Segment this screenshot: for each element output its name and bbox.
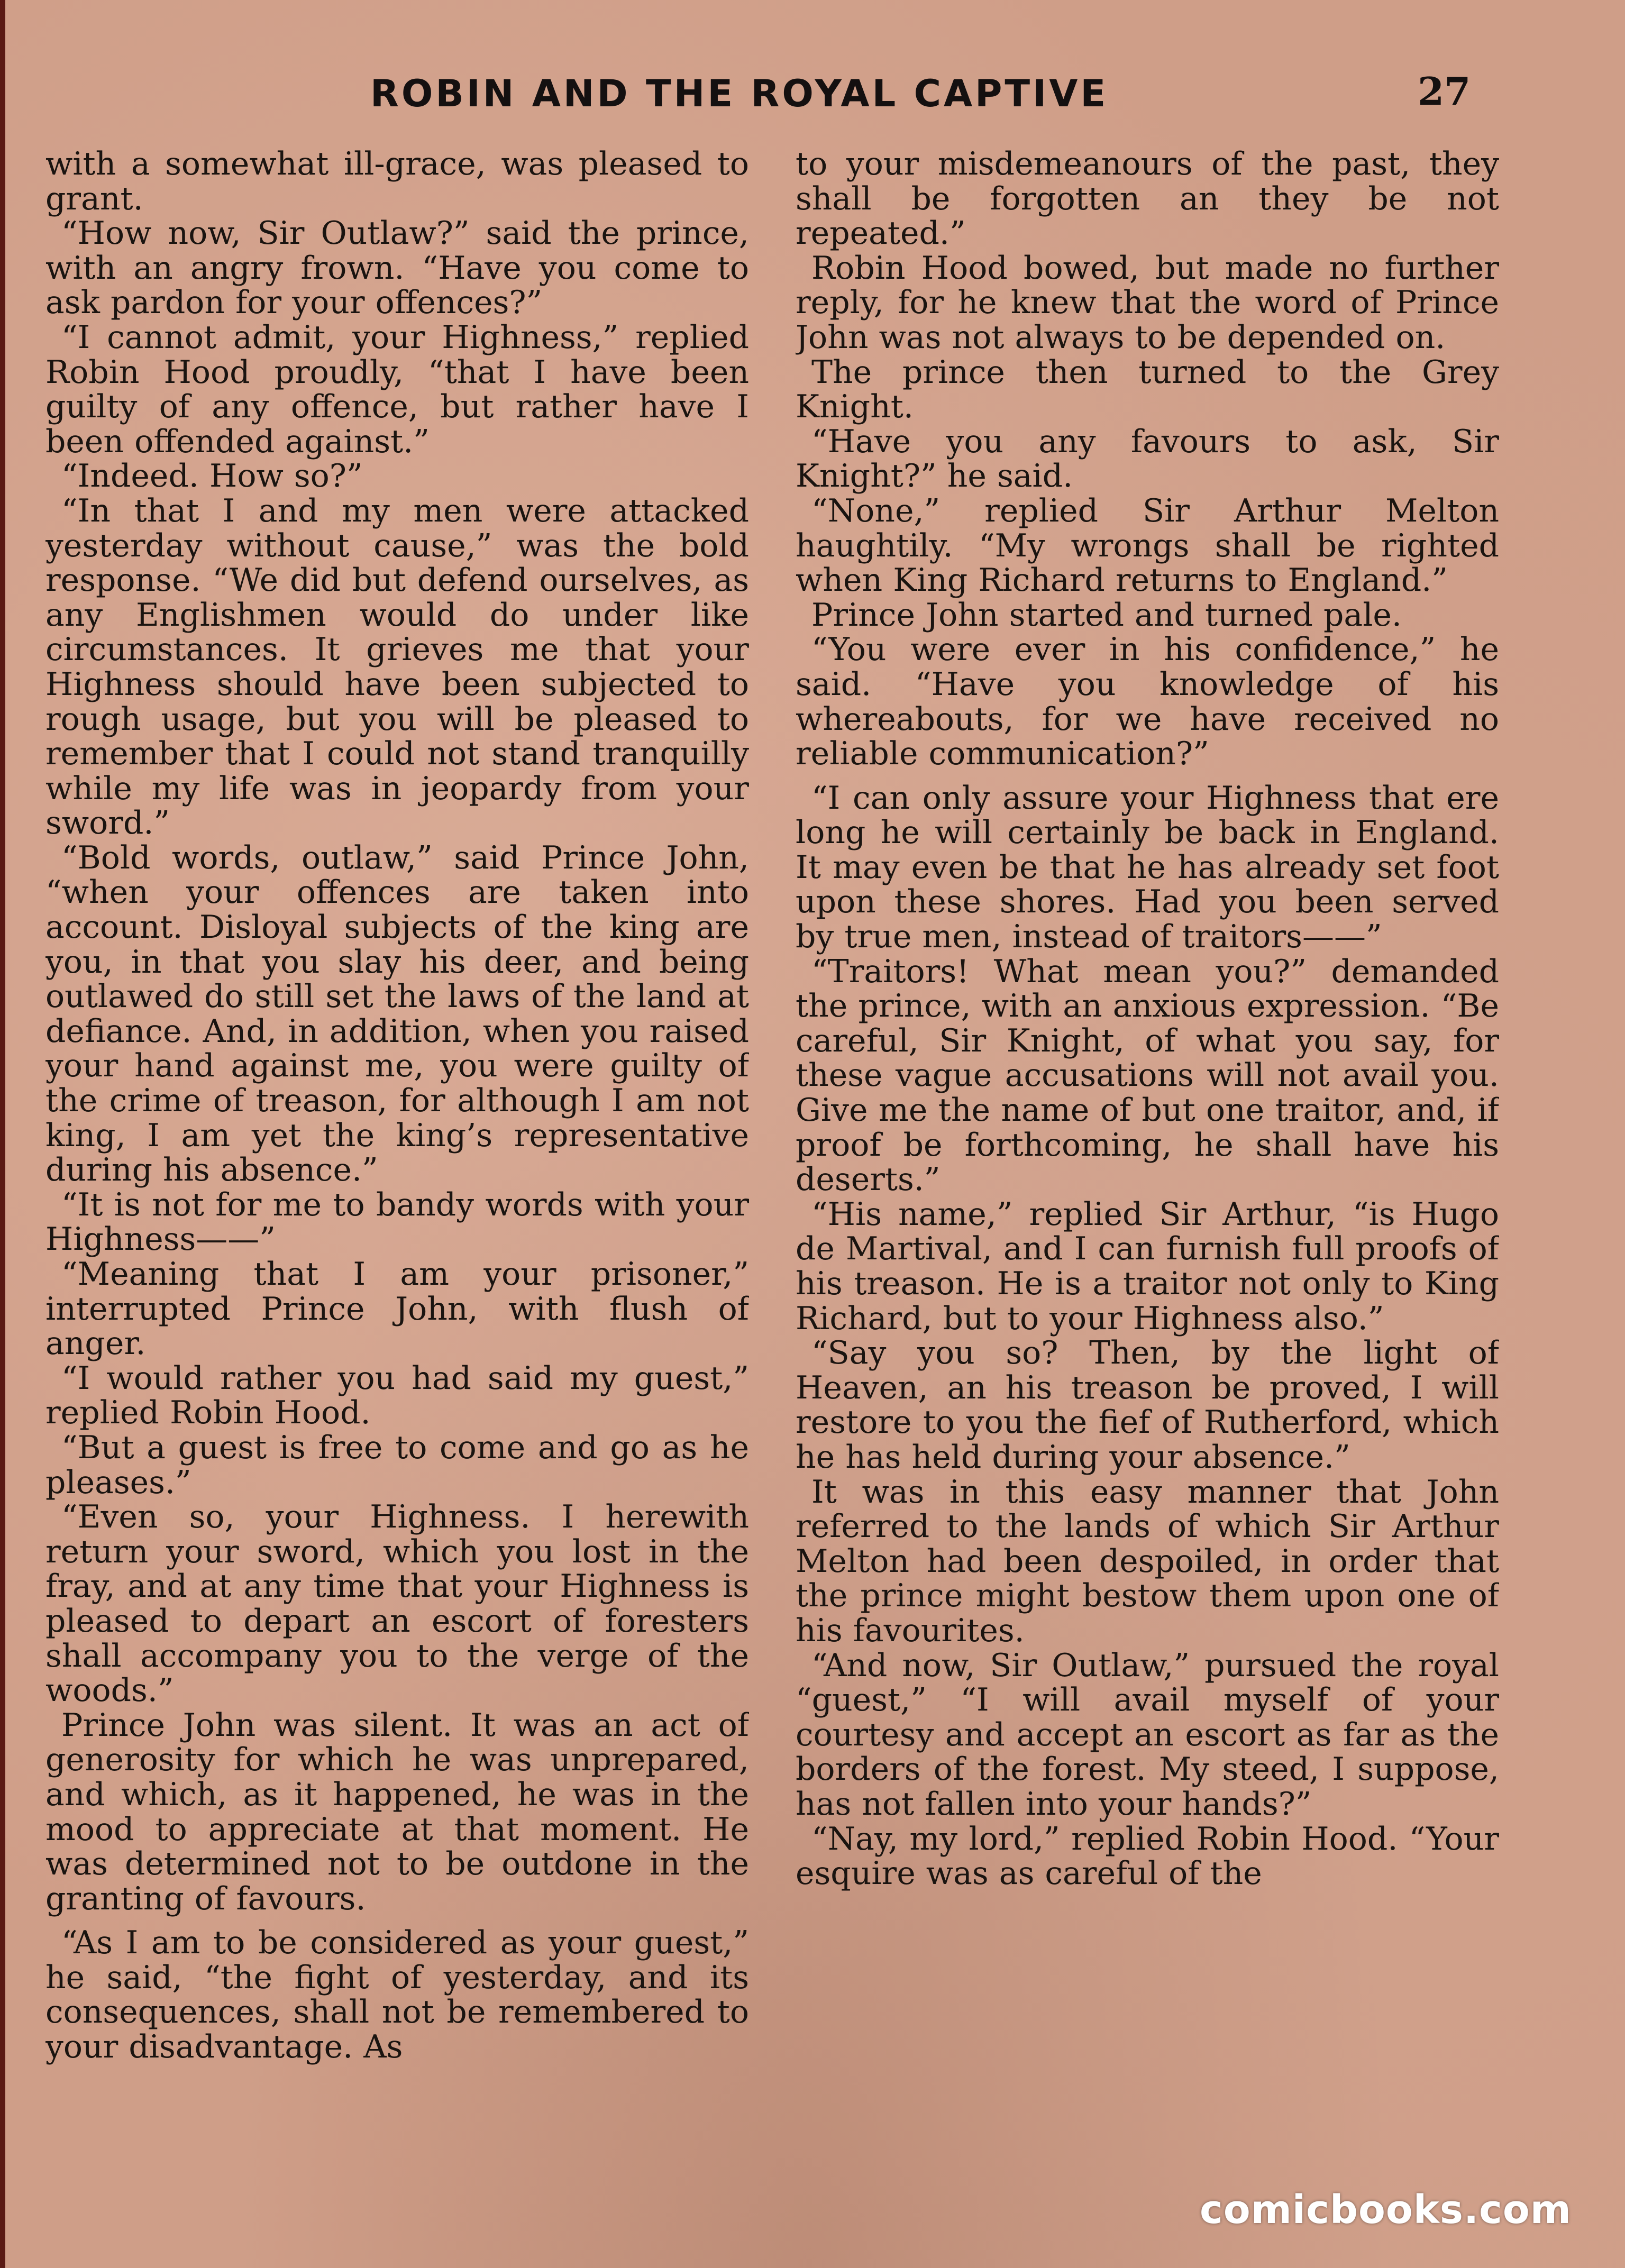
paragraph: “Meaning that I am your prisoner,” interrupted Prince John, with flush of anger. [45, 1256, 749, 1362]
paragraph: “I can only assure your Highness that ere long he will certainly be back in England. It may even be that he has already set foot upon these shores. Had you been served by true men, instead of traitors——” [796, 779, 1499, 956]
paragraph: “His name,” replied Sir Arthur, “is Hugo de Martival, and I can furnish full proofs of his treason. He is a traitor not only to King Richard, but to your Highness also.” [796, 1195, 1499, 1337]
paragraph: “How now, Sir Outlaw?” said the prince, with an angry frown. “Have you come to ask pardon for your offences?” [45, 215, 749, 322]
page-edge [0, 0, 5, 2268]
paragraph: It was in this easy manner that John referred to the lands of which Sir Arthur Melton had been despoiled, in order that the prince might bestow them upon one of his favourites. [796, 1473, 1499, 1649]
paragraph: “Bold words, outlaw,” said Prince John, “when your offences are taken into account. Disloyal subjects of the king are you, in that you slay his deer, and being outlawed do still set the laws of the land at defiance. And, in addition, when you raised your hand against me, you were guilty of the crime of treason, for although I am not king, I am yet the king’s representative during his absence.” [45, 839, 749, 1189]
paragraph: “Say you so? Then, by the light of Heaven, an his treason be proved, I will restore to you the fief of Rutherford, which he has held during your absence.” [796, 1334, 1499, 1476]
paragraph: “Even so, your Highness. I herewith return your sword, which you lost in the fray, and at any time that your Highness is pleased to depart an escort of foresters shall accompany you to the verge of the woods.” [45, 1498, 749, 1709]
paragraph: “But a guest is free to come and go as he pleases.” [45, 1429, 749, 1501]
page-header [0, 69, 1625, 127]
paragraph: “You were ever in his confidence,” he said. “Have you knowledge of his whereabouts, for we have received no reliable communication?” [796, 631, 1499, 773]
left-column [45, 147, 749, 2115]
paragraph: “Indeed. How so?” [61, 458, 363, 495]
paragraph: with a somewhat ill-grace, was pleased to grant. [45, 147, 749, 217]
page-number: 27 [1418, 69, 1471, 114]
paragraph: “None,” replied Sir Arthur Melton haughtily. “My wrongs shall be righted when King Richard returns to England.” [796, 492, 1499, 599]
paragraph: “I cannot admit, your Highness,” replied Robin Hood proudly, “that I have been guilty of any offence, but rather have I been offended against.” [45, 318, 749, 460]
paragraph: Robin Hood bowed, but made no further reply, for he knew that the word of Prince John was not always to be depended on. [796, 249, 1499, 356]
paragraph: “Traitors! What mean you?” demanded the prince, with an anxious expression. “Be careful, Sir Knight, of what you say, for these vague accusations will not avail you. Give me the name of but one traitor, and, if proof be forthcoming, he shall have his deserts.” [796, 953, 1499, 1199]
paragraph: “And now, Sir Outlaw,” pursued the royal “guest,” “I will avail myself of your courtesy and accept an escort as far as the borders of the forest. My steed, I suppose, has not fallen into your hands?” [796, 1647, 1499, 1823]
paragraph: “Have you any favours to ask, Sir Knight?” he said. [796, 423, 1499, 495]
paragraph: Prince John was silent. It was an act of generosity for which he was unprepared, and which, as it happened, he was in the mood to appreciate at that moment. He was determined not to be outdone in the granting of favours. [45, 1706, 749, 1917]
paragraph: The prince then turned to the Grey Knight. [796, 353, 1499, 426]
paragraph: “It is not for me to bandy words with your Highness——” [45, 1186, 749, 1258]
paragraph: “Nay, my lord,” replied Robin Hood. “Your esquire was as careful of the [796, 1820, 1499, 1892]
paragraph: “In that I and my men were attacked yesterday without cause,” was the bold response. “We did but defend ourselves, as any Englishmen would do under like circumstances. It grieves me that your Highness should have been subjected to rough usage, but you will be pleased to remember that I could not stand tranquilly while my life was in jeopardy from your sword.” [45, 492, 749, 842]
watermark: comicbooks.com [1200, 2187, 1572, 2233]
paragraph: “As I am to be considered as your guest,” he said, “the fight of yesterday, and its consequences, shall not be remembered to your disadvantage. As [45, 1924, 749, 2066]
paragraph: to your misdemeanours of the past, they shall be forgotten an they be not repeated.” [796, 147, 1499, 252]
paragraph: “I would rather you had said my guest,” replied Robin Hood. [45, 1359, 749, 1432]
paragraph: Prince John started and turned pale. [811, 596, 1402, 634]
right-column [796, 147, 1499, 2115]
running-title: ROBIN AND THE ROYAL CAPTIVE [370, 72, 1109, 115]
